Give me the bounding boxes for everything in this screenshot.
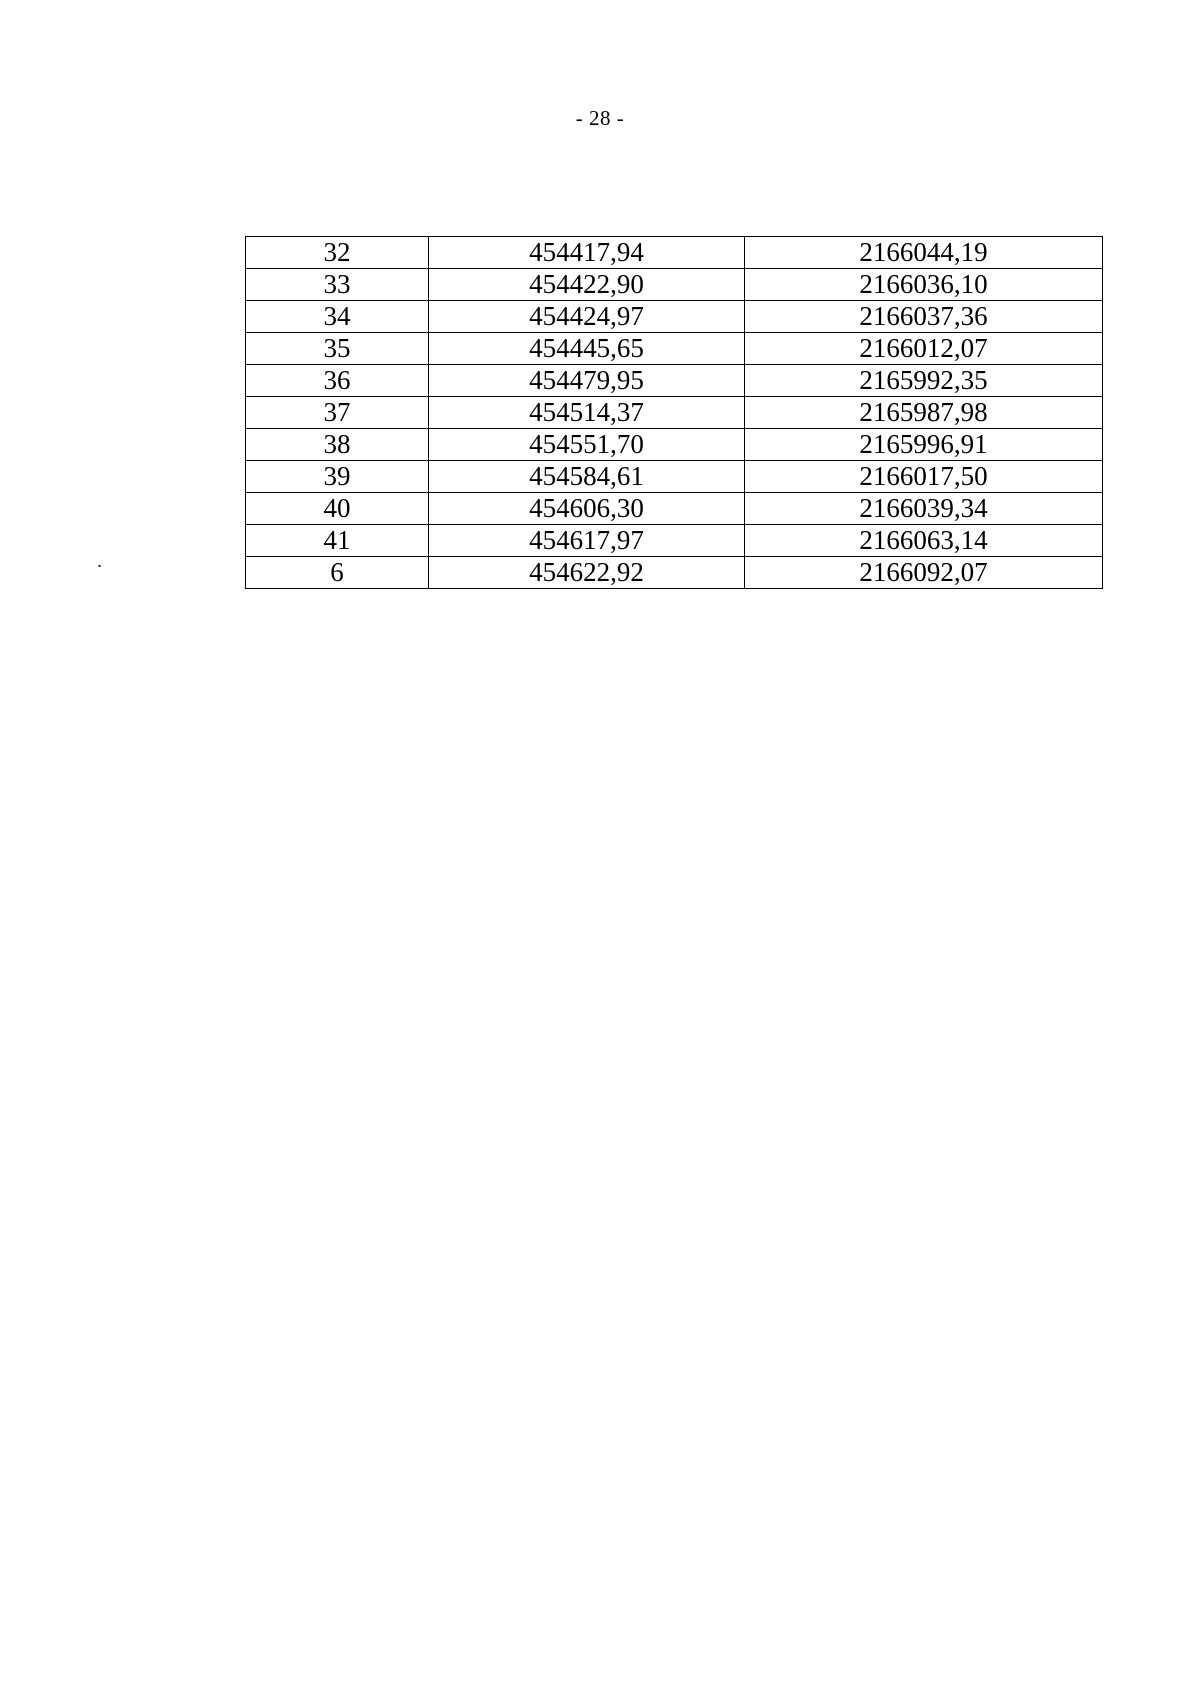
- y-coordinate-cell: 2165996,91: [745, 429, 1103, 461]
- x-coordinate-cell: 454606,30: [429, 493, 745, 525]
- point-number-cell: 41: [246, 525, 429, 557]
- x-coordinate-cell: 454622,92: [429, 557, 745, 589]
- y-coordinate-cell: 2166017,50: [745, 461, 1103, 493]
- table-row: [246, 397, 1103, 429]
- y-coordinate-cell: 2166012,07: [745, 333, 1103, 365]
- x-coordinate-cell: 454617,97: [429, 525, 745, 557]
- point-number-cell: 35: [246, 333, 429, 365]
- table-row: [246, 525, 1103, 557]
- point-number-cell: 6: [246, 557, 429, 589]
- table-row: [246, 461, 1103, 493]
- table-row: [246, 557, 1103, 589]
- y-coordinate-cell: 2166063,14: [745, 525, 1103, 557]
- point-number-cell: 40: [246, 493, 429, 525]
- y-coordinate-cell: 2166036,10: [745, 269, 1103, 301]
- table-row: [246, 493, 1103, 525]
- x-coordinate-cell: 454445,65: [429, 333, 745, 365]
- point-number-cell: 33: [246, 269, 429, 301]
- y-coordinate-cell: 2165987,98: [745, 397, 1103, 429]
- x-coordinate-cell: 454584,61: [429, 461, 745, 493]
- point-number-cell: 39: [246, 461, 429, 493]
- x-coordinate-cell: 454422,90: [429, 269, 745, 301]
- x-coordinate-cell: 454551,70: [429, 429, 745, 461]
- y-coordinate-cell: 2166044,19: [745, 237, 1103, 269]
- point-number-cell: 34: [246, 301, 429, 333]
- table-row: [246, 237, 1103, 269]
- page-number: - 28 -: [575, 106, 625, 130]
- point-number-cell: 36: [246, 365, 429, 397]
- y-coordinate-cell: 2165992,35: [745, 365, 1103, 397]
- y-coordinate-cell: 2166037,36: [745, 301, 1103, 333]
- y-coordinate-cell: 2166039,34: [745, 493, 1103, 525]
- table-row: [246, 301, 1103, 333]
- table-row: [246, 365, 1103, 397]
- point-number-cell: 38: [246, 429, 429, 461]
- point-number-cell: 32: [246, 237, 429, 269]
- y-coordinate-cell: 2166092,07: [745, 557, 1103, 589]
- x-coordinate-cell: 454424,97: [429, 301, 745, 333]
- point-number-cell: 37: [246, 397, 429, 429]
- coordinates-table: [245, 236, 1103, 589]
- x-coordinate-cell: 454479,95: [429, 365, 745, 397]
- scan-speck: [98, 565, 101, 567]
- table-row: [246, 333, 1103, 365]
- table-row: [246, 269, 1103, 301]
- x-coordinate-cell: 454514,37: [429, 397, 745, 429]
- table-row: [246, 429, 1103, 461]
- x-coordinate-cell: 454417,94: [429, 237, 745, 269]
